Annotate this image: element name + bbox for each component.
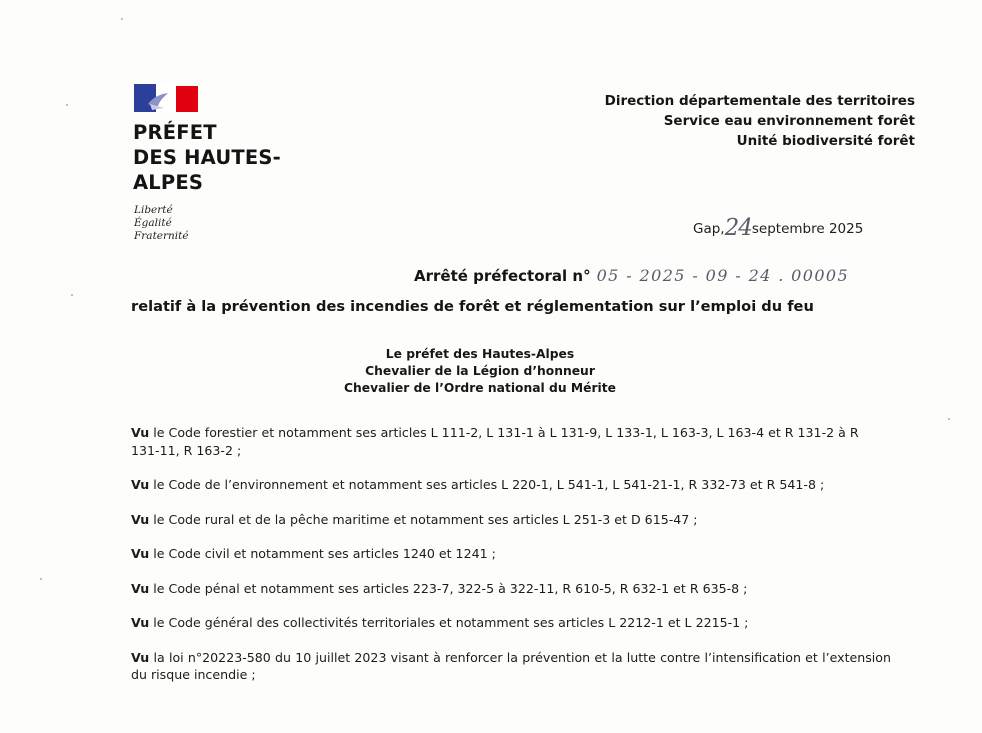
vu-item-code-environnement: Vu le Code de l’environnement et notamment ses articles L 220-1, L 541-1, L 541-21-1, R 332-73 et R 541-8 ; <box>131 477 825 492</box>
authority-line-2: Chevalier de la Légion d’honneur <box>365 364 595 378</box>
arrete-title-prefix: Arrêté préfectoral n° <box>414 267 591 285</box>
scan-speck <box>71 294 73 296</box>
arrete-subject: relatif à la prévention des incendies de forêt et réglementation sur l’emploi du feu <box>131 298 814 315</box>
date-day-handwritten: 24 <box>724 215 752 241</box>
republic-motto <box>134 204 189 243</box>
scan-speck <box>948 418 950 420</box>
scan-speck <box>66 104 68 106</box>
flag-red-band <box>176 86 198 112</box>
authority-line-1: Le préfet des Hautes-Alpes <box>385 347 575 361</box>
vu-item-code-rural: Vu le Code rural et de la pêche maritime et notamment ses articles L 251-3 et D 615-47 ; <box>131 511 698 527</box>
authority-block <box>300 346 660 397</box>
service-line-3: Unité biodiversité forêt <box>736 133 915 149</box>
vu-item-cgct: Vu le Code général des collectivités territoriales et notamment ses articles L 2212-1 et L 2215-1 ; <box>131 615 749 630</box>
vu-item-loi-2023: Vu la loi n°20223-580 du 10 juillet 2023 visant à renforcer la prévention et la lutte contre l’intensification et l’extension du risque incendie ; <box>131 649 891 682</box>
vu-item-code-forestier: Vu le Code forestier et notamment ses articles L 111-2, L 131-1 à L 131-9, L 133-1, L 163-3, L 163-4 et R 131-2 à R 131-11, R 163-2 ; <box>131 425 859 458</box>
service-line-2: Service eau environnement forêt <box>663 113 915 129</box>
arrete-title <box>414 266 849 285</box>
date-month-year: septembre 2025 <box>751 221 864 237</box>
vu-list <box>131 424 891 684</box>
date-line <box>693 213 863 239</box>
motto-fraternite: Fraternité <box>134 230 189 242</box>
motto-liberte: Liberté <box>134 204 173 216</box>
scan-speck <box>121 18 123 20</box>
prefecture-line-1: PRÉFET <box>133 121 217 144</box>
prefecture-title <box>133 120 333 195</box>
motto-egalite: Égalité <box>134 217 172 229</box>
authority-line-3: Chevalier de l’Ordre national du Mérite <box>344 381 616 395</box>
arrete-number-handwritten: 05 - 2025 - 09 - 24 . 00005 <box>596 266 850 285</box>
scan-speck <box>40 578 42 580</box>
service-header <box>605 91 915 151</box>
vu-item-code-civil: Vu le Code civil et notamment ses articles 1240 et 1241 ; <box>131 546 496 561</box>
date-place: Gap, <box>693 221 725 237</box>
prefecture-line-2: DES HAUTES- <box>133 146 281 169</box>
service-line-1: Direction départementale des territoires <box>604 93 915 109</box>
prefecture-line-3: ALPES <box>133 171 204 194</box>
marianne-flag-logo <box>134 84 198 112</box>
vu-item-code-penal: Vu le Code pénal et notamment ses articles 223-7, 322-5 à 322-11, R 610-5, R 632-1 et R 635-8 ; <box>131 580 748 596</box>
